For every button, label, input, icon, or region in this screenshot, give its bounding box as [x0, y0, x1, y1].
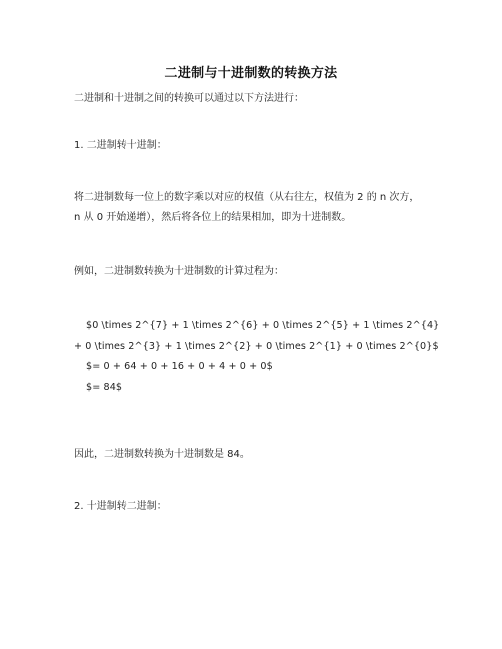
- formula-line4: $= 84$: [86, 382, 123, 393]
- formula-line2: + 0 \times 2^{3} + 1 \times 2^{2} + 0 \times 2^{1} + 0 \times 2^{0}$: [74, 341, 439, 352]
- formula-line1: $0 \times 2^{7} + 1 \times 2^{6} + 0 \times 2^{5} + 1 \times 2^{4}: [86, 320, 440, 331]
- formula-line3: $= 0 + 64 + 0 + 16 + 0 + 4 + 0 + 0$: [86, 361, 273, 372]
- section2-heading: 2. 十进制转二进制：: [74, 501, 167, 512]
- section1-paragraph-line1: 将二进制数每一位上的数字乘以对应的权值（从右往左，权值为 2 的 n 次方，: [74, 192, 420, 203]
- example-intro: 例如，二进制数转换为十进制数的计算过程为：: [74, 266, 284, 277]
- document-title: 二进制与十进制数的转换方法: [164, 66, 338, 81]
- section1-paragraph-line2: n 从 0 开始递增），然后将各位上的结果相加，即为十进制数。: [74, 212, 352, 223]
- intro-text: 二进制和十进制之间的转换可以通过以下方法进行：: [74, 93, 304, 104]
- conclusion-text: 因此，二进制数转换为十进制数是 84。: [74, 449, 250, 460]
- section1-heading: 1. 二进制转十进制：: [74, 140, 167, 151]
